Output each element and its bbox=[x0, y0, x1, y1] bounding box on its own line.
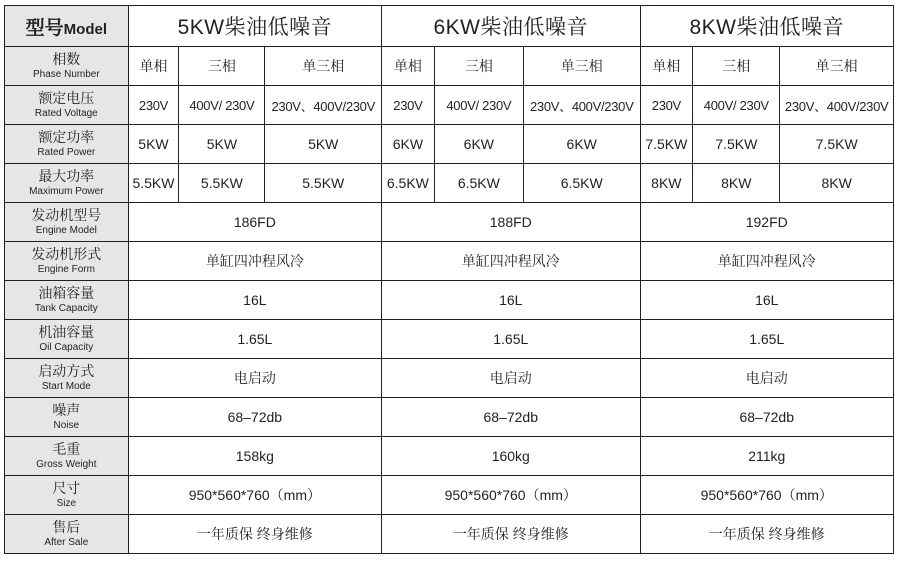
table-cell: 1.65L bbox=[640, 320, 894, 359]
table-cell: 211kg bbox=[640, 437, 894, 476]
row-label-zh: 发动机形式 bbox=[31, 246, 102, 262]
table-cell: 950*560*760（mm） bbox=[640, 476, 894, 515]
table-cell: 950*560*760（mm） bbox=[128, 476, 381, 515]
row-label-en: Rated Power bbox=[37, 147, 96, 158]
table-cell: 单缸四冲程风冷 bbox=[128, 242, 381, 281]
row-label-en: Size bbox=[56, 498, 77, 509]
table-row bbox=[5, 86, 894, 125]
table-cell: 一年质保 终身维修 bbox=[640, 515, 894, 554]
table-row bbox=[5, 203, 894, 242]
table-cell: 1.65L bbox=[382, 320, 640, 359]
table-cell: 950*560*760（mm） bbox=[382, 476, 640, 515]
table-row bbox=[5, 515, 894, 554]
table-cell: 16L bbox=[382, 281, 640, 320]
model-title-5kw: 5KW柴油低噪音 bbox=[128, 6, 381, 47]
table-cell: 158kg bbox=[128, 437, 381, 476]
row-label-zh: 最大功率 bbox=[38, 168, 95, 184]
table-cell: 5.5KW bbox=[265, 164, 382, 203]
row-label-en: Maximum Power bbox=[29, 186, 104, 197]
table-cell: 三相 bbox=[693, 47, 780, 86]
row-label-zh: 机油容量 bbox=[38, 324, 95, 340]
table-cell: 5.5KW bbox=[179, 164, 265, 203]
row-label-en: Rated Voltage bbox=[34, 108, 98, 119]
table-cell: 一年质保 终身维修 bbox=[128, 515, 381, 554]
row-label-en: Phase Number bbox=[32, 69, 100, 80]
table-cell: 单相 bbox=[640, 47, 693, 86]
table-cell: 6KW bbox=[434, 125, 523, 164]
row-label-en: After Sale bbox=[44, 537, 89, 548]
table-cell: 5KW bbox=[265, 125, 382, 164]
table-cell: 8KW bbox=[640, 164, 693, 203]
table-cell: 一年质保 终身维修 bbox=[382, 515, 640, 554]
table-cell: 1.65L bbox=[128, 320, 381, 359]
table-cell: 8KW bbox=[693, 164, 780, 203]
table-row bbox=[5, 359, 894, 398]
table-cell: 68–72db bbox=[128, 398, 381, 437]
table-cell: 6KW bbox=[382, 125, 435, 164]
spec-table bbox=[4, 5, 894, 554]
row-label-en: Engine Model bbox=[35, 225, 97, 236]
table-row bbox=[5, 125, 894, 164]
row-label-zh: 额定电压 bbox=[38, 90, 95, 106]
table-cell: 7.5KW bbox=[780, 125, 894, 164]
table-cell: 186FD bbox=[128, 203, 381, 242]
row-label-en: Oil Capacity bbox=[39, 342, 94, 353]
table-cell: 6.5KW bbox=[523, 164, 640, 203]
table-cell: 230V、400V/230V bbox=[780, 86, 894, 125]
row-label bbox=[5, 359, 129, 398]
table-cell: 电启动 bbox=[128, 359, 381, 398]
table-row bbox=[5, 476, 894, 515]
table-cell: 400V/ 230V bbox=[179, 86, 265, 125]
row-label-zh: 发动机型号 bbox=[31, 207, 102, 223]
row-label bbox=[5, 320, 129, 359]
table-cell: 400V/ 230V bbox=[693, 86, 780, 125]
table-row bbox=[5, 164, 894, 203]
row-label-en: Start Mode bbox=[41, 381, 91, 392]
row-label-zh: 噪声 bbox=[52, 402, 81, 418]
table-cell: 5KW bbox=[179, 125, 265, 164]
model-title-8kw: 8KW柴油低噪音 bbox=[640, 6, 894, 47]
table-cell: 230V bbox=[382, 86, 435, 125]
table-cell: 230V bbox=[128, 86, 179, 125]
table-cell: 160kg bbox=[382, 437, 640, 476]
row-label-en: Tank Capacity bbox=[34, 303, 98, 314]
table-cell: 7.5KW bbox=[693, 125, 780, 164]
table-cell: 230V、400V/230V bbox=[523, 86, 640, 125]
row-label-zh: 启动方式 bbox=[38, 363, 95, 379]
row-label-en: Gross Weight bbox=[36, 459, 97, 470]
table-row bbox=[5, 320, 894, 359]
table-cell: 16L bbox=[128, 281, 381, 320]
table-cell: 400V/ 230V bbox=[434, 86, 523, 125]
model-title-6kw: 6KW柴油低噪音 bbox=[382, 6, 640, 47]
table-cell: 单三相 bbox=[780, 47, 894, 86]
table-cell: 188FD bbox=[382, 203, 640, 242]
row-label-zh: 相数 bbox=[52, 51, 81, 67]
table-cell: 16L bbox=[640, 281, 894, 320]
row-label bbox=[5, 47, 129, 86]
row-label-zh: 毛重 bbox=[52, 441, 81, 457]
table-row bbox=[5, 437, 894, 476]
table-cell: 6.5KW bbox=[434, 164, 523, 203]
row-label bbox=[5, 242, 129, 281]
row-label-en: Engine Form bbox=[37, 264, 95, 275]
row-label-zh: 油箱容量 bbox=[38, 285, 95, 301]
model-header-cell bbox=[5, 6, 129, 47]
table-cell: 三相 bbox=[434, 47, 523, 86]
table-cell: 8KW bbox=[780, 164, 894, 203]
table-cell: 6.5KW bbox=[382, 164, 435, 203]
row-label bbox=[5, 398, 129, 437]
table-cell: 192FD bbox=[640, 203, 894, 242]
table-cell: 单缸四冲程风冷 bbox=[640, 242, 894, 281]
row-label-zh: 售后 bbox=[52, 519, 81, 535]
table-cell: 6KW bbox=[523, 125, 640, 164]
row-label bbox=[5, 515, 129, 554]
model-label-zh: 型号 bbox=[25, 17, 64, 39]
row-label-en: Noise bbox=[53, 420, 80, 431]
table-cell: 7.5KW bbox=[640, 125, 693, 164]
table-cell: 230V bbox=[640, 86, 693, 125]
row-label bbox=[5, 203, 129, 242]
table-cell: 5.5KW bbox=[128, 164, 179, 203]
table-row bbox=[5, 242, 894, 281]
row-label-zh: 额定功率 bbox=[38, 129, 95, 145]
table-cell: 单缸四冲程风冷 bbox=[382, 242, 640, 281]
row-label bbox=[5, 86, 129, 125]
table-cell: 电启动 bbox=[640, 359, 894, 398]
table-cell: 68–72db bbox=[382, 398, 640, 437]
table-cell: 三相 bbox=[179, 47, 265, 86]
row-label bbox=[5, 164, 129, 203]
table-cell: 单相 bbox=[382, 47, 435, 86]
table-cell: 5KW bbox=[128, 125, 179, 164]
model-label-en: Model bbox=[63, 20, 107, 38]
table-cell: 230V、400V/230V bbox=[265, 86, 382, 125]
row-label bbox=[5, 125, 129, 164]
table-cell: 单相 bbox=[128, 47, 179, 86]
row-label-zh: 尺寸 bbox=[52, 480, 81, 496]
row-label bbox=[5, 476, 129, 515]
spec-sheet bbox=[4, 5, 894, 554]
row-label bbox=[5, 281, 129, 320]
table-cell: 单三相 bbox=[265, 47, 382, 86]
table-row bbox=[5, 398, 894, 437]
table-cell: 单三相 bbox=[523, 47, 640, 86]
table-cell: 68–72db bbox=[640, 398, 894, 437]
table-row bbox=[5, 281, 894, 320]
row-label bbox=[5, 437, 129, 476]
table-row bbox=[5, 47, 894, 86]
table-cell: 电启动 bbox=[382, 359, 640, 398]
header-row bbox=[5, 6, 894, 47]
